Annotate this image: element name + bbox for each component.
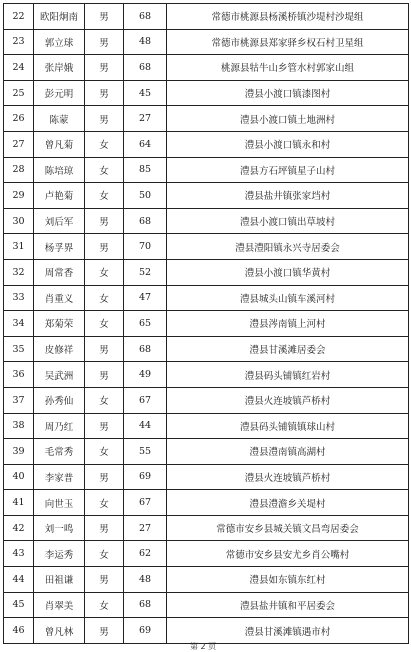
gender-cell: 男 (85, 413, 124, 439)
table-row (4, 234, 409, 260)
table-row (4, 413, 409, 439)
address-cell: 澧县甘溪滩镇遇市村 (167, 618, 409, 644)
name-cell: 曾凡林 (34, 618, 85, 644)
address-cell: 澧县涔南镇上河村 (167, 311, 409, 337)
address-cell: 澧县小渡口镇土地洲村 (167, 106, 409, 132)
table-row (4, 183, 409, 209)
gender-cell: 女 (85, 541, 124, 567)
gender-cell: 男 (85, 567, 124, 593)
gender-cell: 男 (85, 515, 124, 541)
gender-cell: 男 (85, 29, 124, 55)
table-row (4, 4, 409, 30)
row-number-cell: 45 (4, 592, 34, 618)
address-cell: 澧县方石坪镇星子山村 (167, 157, 409, 183)
age-cell: 68 (124, 4, 167, 30)
address-cell: 澧县小渡口镇永和村 (167, 131, 409, 157)
row-number-cell: 34 (4, 311, 34, 337)
name-cell: 皮修祥 (34, 336, 85, 362)
gender-cell: 女 (85, 490, 124, 516)
row-number-cell: 33 (4, 285, 34, 311)
age-cell: 68 (124, 592, 167, 618)
age-cell: 69 (124, 464, 167, 490)
gender-cell: 女 (85, 131, 124, 157)
row-number-cell: 41 (4, 490, 34, 516)
address-cell: 澧县甘溪滩居委会 (167, 336, 409, 362)
gender-cell: 男 (85, 618, 124, 644)
gender-cell: 男 (85, 336, 124, 362)
gender-cell: 女 (85, 387, 124, 413)
address-cell: 澧县盐井镇张家垱村 (167, 183, 409, 209)
name-cell: 李运秀 (34, 541, 85, 567)
row-number-cell: 26 (4, 106, 34, 132)
table-row (4, 592, 409, 618)
table-row (4, 55, 409, 81)
gender-cell: 男 (85, 4, 124, 30)
row-number-cell: 32 (4, 259, 34, 285)
table-row (4, 567, 409, 593)
name-cell: 郭立球 (34, 29, 85, 55)
name-cell: 陈蒙 (34, 106, 85, 132)
table-row (4, 439, 409, 465)
name-cell: 杨孚界 (34, 234, 85, 260)
age-cell: 64 (124, 131, 167, 157)
row-number-cell: 44 (4, 567, 34, 593)
age-cell: 65 (124, 311, 167, 337)
gender-cell: 女 (85, 592, 124, 618)
address-cell: 澧县澧澹乡关堤村 (167, 490, 409, 516)
name-cell: 卢艳菊 (34, 183, 85, 209)
gender-cell: 女 (85, 183, 124, 209)
age-cell: 48 (124, 567, 167, 593)
table-row (4, 157, 409, 183)
row-number-cell: 28 (4, 157, 34, 183)
row-number-cell: 40 (4, 464, 34, 490)
gender-cell: 男 (85, 80, 124, 106)
table-row (4, 387, 409, 413)
row-number-cell: 42 (4, 515, 34, 541)
gender-cell: 女 (85, 311, 124, 337)
row-number-cell: 29 (4, 183, 34, 209)
name-cell: 田祖谦 (34, 567, 85, 593)
gender-cell: 男 (85, 362, 124, 388)
name-cell: 肖重义 (34, 285, 85, 311)
gender-cell: 女 (85, 285, 124, 311)
row-number-cell: 24 (4, 55, 34, 81)
name-cell: 周常香 (34, 259, 85, 285)
address-cell: 澧县小渡口镇华黄村 (167, 259, 409, 285)
gender-cell: 男 (85, 208, 124, 234)
address-cell: 澧县小渡口镇出草坡村 (167, 208, 409, 234)
address-cell: 常德市安乡县城关镇文昌弯居委会 (167, 515, 409, 541)
records-table (3, 3, 409, 644)
table-row (4, 541, 409, 567)
name-cell: 李家普 (34, 464, 85, 490)
age-cell: 68 (124, 336, 167, 362)
age-cell: 52 (124, 259, 167, 285)
table-row (4, 362, 409, 388)
gender-cell: 男 (85, 55, 124, 81)
age-cell: 69 (124, 618, 167, 644)
table-row (4, 131, 409, 157)
age-cell: 68 (124, 55, 167, 81)
age-cell: 44 (124, 413, 167, 439)
gender-cell: 女 (85, 259, 124, 285)
age-cell: 45 (124, 80, 167, 106)
age-cell: 68 (124, 208, 167, 234)
gender-cell: 男 (85, 464, 124, 490)
gender-cell: 女 (85, 157, 124, 183)
row-number-cell: 25 (4, 80, 34, 106)
row-number-cell: 43 (4, 541, 34, 567)
name-cell: 曾凡菊 (34, 131, 85, 157)
table-row (4, 515, 409, 541)
address-cell: 澧县码头铺镇镇球山村 (167, 413, 409, 439)
address-cell: 澧县码头铺镇红岩村 (167, 362, 409, 388)
table-row (4, 29, 409, 55)
address-cell: 澧县盐井镇和平居委会 (167, 592, 409, 618)
address-cell: 常德市桃源县郑家驿乡权石村卫星组 (167, 29, 409, 55)
records-table-body (4, 4, 409, 644)
name-cell: 周乃红 (34, 413, 85, 439)
age-cell: 62 (124, 541, 167, 567)
table-row (4, 618, 409, 644)
table-row (4, 490, 409, 516)
table-row (4, 208, 409, 234)
row-number-cell: 39 (4, 439, 34, 465)
row-number-cell: 27 (4, 131, 34, 157)
address-cell: 澧县火连坡镇芦桥村 (167, 464, 409, 490)
age-cell: 67 (124, 387, 167, 413)
name-cell: 向世玉 (34, 490, 85, 516)
age-cell: 27 (124, 106, 167, 132)
age-cell: 70 (124, 234, 167, 260)
age-cell: 67 (124, 490, 167, 516)
age-cell: 47 (124, 285, 167, 311)
address-cell: 澧县小渡口镇漆图村 (167, 80, 409, 106)
table-row (4, 336, 409, 362)
name-cell: 刘后军 (34, 208, 85, 234)
table-row (4, 285, 409, 311)
table-row (4, 80, 409, 106)
page-footer: 第 2 页 (190, 642, 217, 651)
table-row (4, 464, 409, 490)
name-cell: 刘一鸣 (34, 515, 85, 541)
table-row (4, 259, 409, 285)
name-cell: 欧阳炯南 (34, 4, 85, 30)
row-number-cell: 35 (4, 336, 34, 362)
address-cell: 常德市安乡县安尤乡肖公嘴村 (167, 541, 409, 567)
age-cell: 50 (124, 183, 167, 209)
name-cell: 孙秀仙 (34, 387, 85, 413)
address-cell: 澧县火连坡镇芦桥村 (167, 387, 409, 413)
row-number-cell: 38 (4, 413, 34, 439)
age-cell: 49 (124, 362, 167, 388)
name-cell: 吴武洲 (34, 362, 85, 388)
name-cell: 彭元明 (34, 80, 85, 106)
name-cell: 肖翠美 (34, 592, 85, 618)
address-cell: 澧县澧阳镇永兴寺居委会 (167, 234, 409, 260)
address-cell: 澧县澧南镇高湖村 (167, 439, 409, 465)
row-number-cell: 46 (4, 618, 34, 644)
gender-cell: 男 (85, 234, 124, 260)
gender-cell: 男 (85, 106, 124, 132)
row-number-cell: 37 (4, 387, 34, 413)
table-row (4, 106, 409, 132)
address-cell: 澧县如东镇东红村 (167, 567, 409, 593)
gender-cell: 女 (85, 439, 124, 465)
age-cell: 48 (124, 29, 167, 55)
address-cell: 桃源县牯牛山乡管水村郭家山组 (167, 55, 409, 81)
name-cell: 郑菊荣 (34, 311, 85, 337)
age-cell: 27 (124, 515, 167, 541)
row-number-cell: 23 (4, 29, 34, 55)
age-cell: 85 (124, 157, 167, 183)
row-number-cell: 22 (4, 4, 34, 30)
address-cell: 常德市桃源县杨溪桥镇沙堤村沙堤组 (167, 4, 409, 30)
name-cell: 陈培琼 (34, 157, 85, 183)
row-number-cell: 31 (4, 234, 34, 260)
address-cell: 澧县城头山镇车溪河村 (167, 285, 409, 311)
row-number-cell: 30 (4, 208, 34, 234)
name-cell: 张岸娥 (34, 55, 85, 81)
row-number-cell: 36 (4, 362, 34, 388)
table-row (4, 311, 409, 337)
name-cell: 毛常秀 (34, 439, 85, 465)
age-cell: 55 (124, 439, 167, 465)
